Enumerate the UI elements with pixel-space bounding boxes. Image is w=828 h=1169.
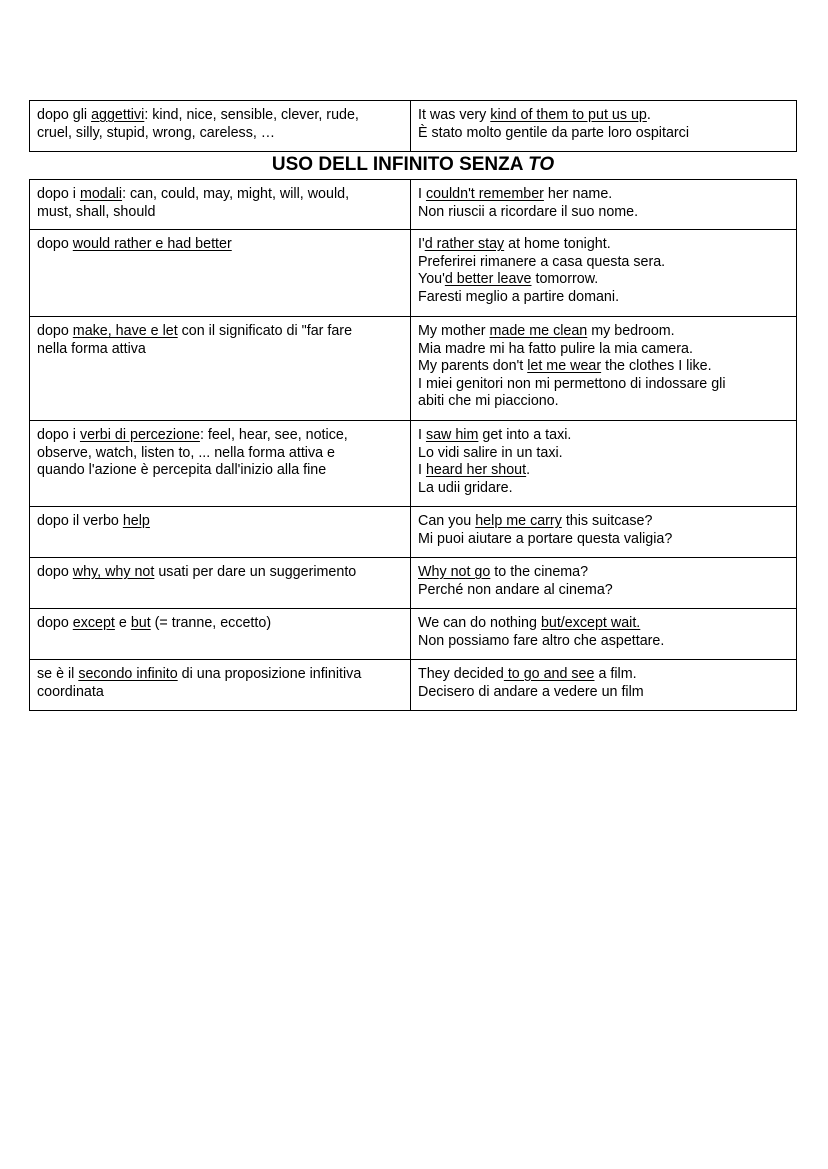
section-title-italic: TO xyxy=(528,154,555,175)
text-segment: abiti che mi piacciono. xyxy=(418,393,559,409)
underlined-phrase: d rather stay xyxy=(424,236,505,252)
text-line xyxy=(418,445,789,463)
text-segment: to the cinema? xyxy=(490,564,589,580)
text-line xyxy=(418,107,789,125)
text-line xyxy=(418,323,789,341)
text-segment: observe, watch, listen to, ... nella forma attiva e xyxy=(37,444,335,461)
rule-cell xyxy=(30,180,411,230)
text-segment: My parents don't xyxy=(418,358,528,374)
text-segment: coordinata xyxy=(37,683,104,700)
text-segment: dopo xyxy=(37,323,73,339)
section-title xyxy=(29,151,797,178)
underlined-phrase: kind of them to put us up xyxy=(490,107,647,123)
text-line xyxy=(37,107,403,125)
underlined-phrase: help xyxy=(122,513,150,529)
example-cell xyxy=(411,230,797,317)
text-segment: cruel, silly, stupid, wrong, careless, … xyxy=(37,124,276,141)
text-segment: se è il xyxy=(37,666,79,682)
text-segment: con il significato di "far fare xyxy=(177,323,353,339)
text-line xyxy=(418,186,789,204)
example-cell xyxy=(411,558,797,609)
underlined-phrase: couldn't remember xyxy=(425,186,544,202)
table-row xyxy=(30,660,797,711)
text-segment: usati per dare un suggerimento xyxy=(154,564,357,580)
text-segment: dopo gli xyxy=(37,107,92,123)
rule-cell xyxy=(30,558,411,609)
text-line xyxy=(418,254,789,272)
adjectives-table xyxy=(29,100,797,152)
underlined-phrase: would rather e had better xyxy=(72,236,232,252)
text-line xyxy=(37,427,403,445)
example-cell xyxy=(411,660,797,711)
text-segment: . xyxy=(526,462,531,478)
infinitive-without-to-table xyxy=(29,179,797,711)
text-line xyxy=(418,204,789,222)
text-line xyxy=(37,462,403,480)
text-line xyxy=(418,289,789,307)
underlined-phrase: made me clean xyxy=(489,323,588,339)
text-segment: dopo il verbo xyxy=(37,513,123,529)
text-segment: We can do nothing xyxy=(418,615,541,631)
table-row xyxy=(30,421,797,507)
text-line xyxy=(418,427,789,445)
underlined-phrase: saw him xyxy=(425,427,479,443)
text-segment: dopo i xyxy=(37,186,80,202)
underlined-phrase: let me wear xyxy=(527,358,602,374)
text-segment: dopo xyxy=(37,236,73,252)
rule-cell xyxy=(30,230,411,317)
text-line xyxy=(418,358,789,376)
text-line xyxy=(418,462,789,480)
table-row xyxy=(30,609,797,660)
text-segment: e xyxy=(114,615,131,631)
text-segment: the clothes I like. xyxy=(601,358,712,374)
text-segment: (= tranne, eccetto) xyxy=(150,615,272,631)
text-line xyxy=(418,341,789,359)
text-segment: Mia madre mi ha fatto pulire la mia camera. xyxy=(418,340,693,357)
text-segment: . xyxy=(646,107,651,123)
text-line xyxy=(37,341,403,359)
text-segment: this suitcase? xyxy=(561,513,653,529)
rule-cell xyxy=(30,101,411,152)
table-row xyxy=(30,180,797,230)
text-line xyxy=(418,236,789,254)
text-line xyxy=(37,445,403,463)
rule-cell xyxy=(30,660,411,711)
text-segment: get into a taxi. xyxy=(478,427,572,443)
text-segment: Decisero di andare a vedere un film xyxy=(418,683,644,700)
underlined-phrase: heard her shout xyxy=(425,462,527,478)
rule-cell xyxy=(30,609,411,660)
text-segment: I' xyxy=(418,236,425,252)
text-line xyxy=(37,323,403,341)
text-line xyxy=(37,236,403,254)
text-segment: Perché non andare al cinema? xyxy=(418,581,613,598)
underlined-phrase: make, have e let xyxy=(72,323,178,339)
text-segment: dopo i xyxy=(37,427,80,443)
text-segment: È stato molto gentile da parte loro ospitarci xyxy=(418,124,689,141)
text-line xyxy=(418,684,789,702)
text-segment: my bedroom. xyxy=(587,323,675,339)
text-segment: Faresti meglio a partire domani. xyxy=(418,288,620,305)
table-row xyxy=(30,101,797,152)
text-line xyxy=(418,531,789,549)
underlined-phrase: d better leave xyxy=(444,271,532,287)
underlined-phrase: why, why not xyxy=(72,564,155,580)
text-segment: I xyxy=(418,462,426,478)
example-cell xyxy=(411,421,797,507)
text-line xyxy=(37,564,403,582)
text-segment: dopo xyxy=(37,564,73,580)
text-segment: nella forma attiva xyxy=(37,340,146,357)
table-row xyxy=(30,230,797,317)
table-row xyxy=(30,507,797,558)
table-row xyxy=(30,558,797,609)
text-segment: di una proposizione infinitiva xyxy=(177,666,362,682)
table-row xyxy=(30,317,797,421)
section-title-text: USO DELL INFINITO SENZA xyxy=(271,154,529,175)
text-segment: La udii gridare. xyxy=(418,479,513,496)
text-line xyxy=(418,480,789,498)
text-segment: : can, could, may, might, will, would, xyxy=(122,186,350,202)
underlined-phrase: except xyxy=(72,615,115,631)
text-segment: Lo vidi salire in un taxi. xyxy=(418,444,563,461)
text-segment: tomorrow. xyxy=(531,271,599,287)
underlined-phrase: Why not go xyxy=(418,564,491,580)
example-cell xyxy=(411,609,797,660)
text-segment: I xyxy=(418,427,426,443)
text-segment: : kind, nice, sensible, clever, rude, xyxy=(144,107,359,123)
underlined-phrase: help me carry xyxy=(475,513,562,529)
text-segment: I xyxy=(418,186,426,202)
text-segment: Preferirei rimanere a casa questa sera. xyxy=(418,253,666,270)
rule-cell xyxy=(30,317,411,421)
text-line xyxy=(37,513,403,531)
text-line xyxy=(418,513,789,531)
text-line xyxy=(418,633,789,651)
text-segment: must, shall, should xyxy=(37,203,156,220)
text-line xyxy=(37,615,403,633)
underlined-phrase: modali xyxy=(79,186,123,202)
underlined-phrase: but/except wait. xyxy=(540,615,641,631)
text-segment: Non riuscii a ricordare il suo nome. xyxy=(418,203,639,220)
text-line xyxy=(37,684,403,702)
text-line xyxy=(418,125,789,143)
text-segment: My mother xyxy=(418,323,490,339)
text-segment: Non possiamo fare altro che aspettare. xyxy=(418,632,665,649)
text-line xyxy=(37,125,403,143)
text-line xyxy=(418,666,789,684)
text-segment: : feel, hear, see, notice, xyxy=(199,427,348,443)
text-segment: a film. xyxy=(594,666,637,682)
text-line xyxy=(418,271,789,289)
text-segment: dopo xyxy=(37,615,73,631)
text-segment: I miei genitori non mi permettono di indossare gli xyxy=(418,375,726,392)
rule-cell xyxy=(30,421,411,507)
text-line xyxy=(418,582,789,600)
underlined-phrase: aggettivi xyxy=(91,107,145,123)
text-line xyxy=(418,564,789,582)
text-line xyxy=(37,186,403,204)
text-line xyxy=(418,615,789,633)
text-segment: It was very xyxy=(418,107,491,123)
example-cell xyxy=(411,101,797,152)
text-segment: They decided xyxy=(418,666,504,682)
text-line xyxy=(37,204,403,222)
text-segment: quando l'azione è percepita dall'inizio alla fine xyxy=(37,462,327,478)
text-segment: You' xyxy=(418,271,445,287)
rule-cell xyxy=(30,507,411,558)
underlined-phrase: verbi di percezione xyxy=(79,427,200,443)
example-cell xyxy=(411,180,797,230)
underlined-phrase: to go and see xyxy=(503,666,595,682)
example-cell xyxy=(411,507,797,558)
example-cell xyxy=(411,317,797,421)
text-segment: Can you xyxy=(418,513,476,529)
underlined-phrase: but xyxy=(130,615,151,631)
text-line xyxy=(418,393,789,411)
underlined-phrase: secondo infinito xyxy=(78,666,178,682)
text-line xyxy=(37,666,403,684)
text-line xyxy=(418,376,789,394)
text-segment: her name. xyxy=(543,186,613,202)
text-segment: Mi puoi aiutare a portare questa valigia? xyxy=(418,530,673,547)
text-segment: at home tonight. xyxy=(504,236,611,252)
